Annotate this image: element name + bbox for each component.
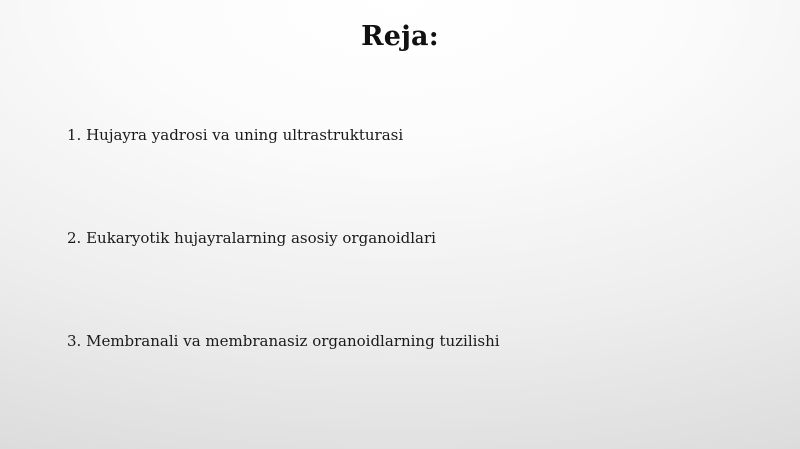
agenda-item-2: 2. Eukaryotik hujayralarning asosiy organoidlari [67, 229, 436, 247]
slide-title: Reja: [361, 21, 439, 52]
agenda-item-1: 1. Hujayra yadrosi va uning ultrastrukturasi [67, 126, 404, 144]
agenda-item-3: 3. Membranali va membranasiz organoidlarning tuzilishi [67, 332, 500, 350]
